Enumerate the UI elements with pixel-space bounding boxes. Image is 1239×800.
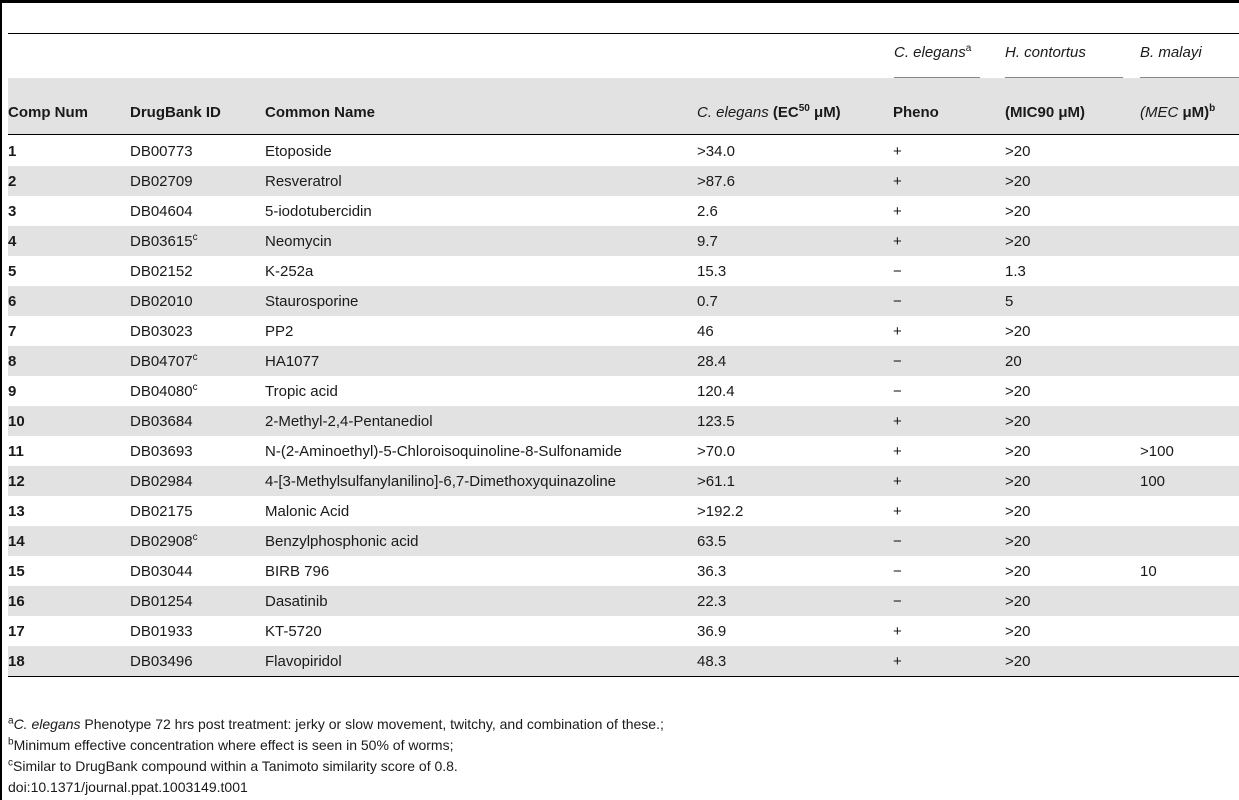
- cell-common-name-text: KT-5720: [265, 622, 322, 640]
- table-row: [8, 526, 1239, 556]
- cell-pheno-text: −: [893, 592, 902, 610]
- cell-mic90: [1005, 256, 1140, 286]
- cell-pheno: [893, 436, 1005, 466]
- cell-drugbank-id: [130, 136, 265, 166]
- footnote-c-mark: c: [8, 757, 13, 769]
- cell-mic90: [1005, 646, 1140, 677]
- table-row: [8, 256, 1239, 286]
- doi: doi:10.1371/journal.ppat.1003149.t001: [8, 779, 248, 795]
- cell-pheno-text: −: [893, 352, 902, 370]
- cell-mic90: [1005, 346, 1140, 376]
- cell-common-name-text: HA1077: [265, 352, 320, 370]
- cell-pheno: [893, 556, 1005, 586]
- left-border: [0, 0, 2, 800]
- cell-common-name-text: Dasatinib: [265, 592, 328, 610]
- cell-pheno: [893, 586, 1005, 616]
- table-row: [8, 286, 1239, 316]
- cell-pheno-text: +: [893, 142, 902, 160]
- cell-mec: [1140, 256, 1239, 286]
- col-mec-unit: μM): [1178, 104, 1210, 121]
- cell-comp-num-text: 11: [8, 442, 24, 460]
- cell-comp-num: [8, 466, 130, 496]
- cell-ec50-text: >34.0: [697, 142, 735, 160]
- cell-pheno: [893, 136, 1005, 166]
- footnote-a-text: Phenotype 72 hrs post treatment: jerky or slow movement, twitchy, and combination of these.;: [80, 716, 664, 732]
- cell-drugbank-id-text: DB03693: [130, 442, 193, 460]
- cell-ec50-text: >61.1: [697, 472, 735, 490]
- cell-ec50-text: >87.6: [697, 172, 735, 190]
- cell-mic90: [1005, 166, 1140, 196]
- cell-comp-num: [8, 316, 130, 346]
- cell-comp-num: [8, 496, 130, 526]
- cell-drugbank-id-sup: c: [192, 231, 198, 243]
- cell-common-name-text: Benzylphosphonic acid: [265, 532, 419, 550]
- cell-common-name: [265, 646, 697, 677]
- cell-ec50-text: 28.4: [697, 352, 727, 370]
- cell-ec50: [697, 346, 893, 376]
- cell-drugbank-id: [130, 616, 265, 646]
- cell-ec50: [697, 646, 893, 677]
- cell-drugbank-id: [130, 646, 265, 677]
- cell-mec: [1140, 496, 1239, 526]
- cell-drugbank-id: [130, 316, 265, 346]
- table-row: [8, 226, 1239, 256]
- table-row: [8, 616, 1239, 646]
- cell-mec: [1140, 526, 1239, 556]
- cell-mic90: [1005, 196, 1140, 226]
- table-row: [8, 376, 1239, 406]
- col-mec-label: (MEC: [1140, 104, 1179, 121]
- cell-common-name-text: 2-Methyl-2,4-Pentanediol: [265, 412, 433, 430]
- cell-ec50-text: 36.3: [697, 562, 727, 580]
- cell-mec: [1140, 376, 1239, 406]
- cell-comp-num: [8, 226, 130, 256]
- cell-mec: [1140, 646, 1239, 677]
- footnote-c: [8, 756, 664, 777]
- cell-pheno: [893, 346, 1005, 376]
- cell-drugbank-id-text: DB04080: [130, 382, 193, 400]
- cell-comp-num-text: 2: [8, 172, 17, 190]
- cell-ec50: [697, 286, 893, 316]
- cell-mic90-text: >20: [1005, 382, 1031, 400]
- cell-ec50-text: 120.4: [697, 382, 735, 400]
- footnote-b-mark: b: [8, 736, 14, 748]
- group-header-c-elegans: [894, 44, 980, 78]
- cell-mic90: [1005, 316, 1140, 346]
- cell-ec50: [697, 316, 893, 346]
- cell-common-name: [265, 436, 697, 466]
- cell-comp-num: [8, 286, 130, 316]
- cell-drugbank-id-text: DB00773: [130, 142, 193, 160]
- cell-pheno: [893, 406, 1005, 436]
- cell-comp-num: [8, 616, 130, 646]
- cell-common-name: [265, 496, 697, 526]
- cell-common-name: [265, 316, 697, 346]
- cell-pheno-text: +: [893, 172, 902, 190]
- cell-comp-num: [8, 346, 130, 376]
- table-row: [8, 556, 1239, 586]
- cell-comp-num-text: 10: [8, 412, 25, 430]
- cell-common-name: [265, 196, 697, 226]
- col-common-name: Common Name: [265, 104, 376, 121]
- cell-drugbank-id: [130, 436, 265, 466]
- cell-ec50-text: 15.3: [697, 262, 727, 280]
- col-ec50-species: C. elegans: [697, 104, 769, 121]
- cell-drugbank-id-text: DB02709: [130, 172, 193, 190]
- table-row: [8, 166, 1239, 196]
- cell-mic90: [1005, 136, 1140, 166]
- cell-ec50: [697, 556, 893, 586]
- cell-pheno: [893, 646, 1005, 677]
- cell-mec: [1140, 586, 1239, 616]
- cell-common-name-text: N-(2-Aminoethyl)-5-Chloroisoquinoline-8-Sulfonamide: [265, 442, 622, 460]
- cell-comp-num: [8, 256, 130, 286]
- cell-comp-num-text: 8: [8, 352, 17, 370]
- cell-comp-num-text: 6: [8, 292, 17, 310]
- cell-common-name-text: Flavopiridol: [265, 652, 342, 670]
- cell-pheno-text: +: [893, 442, 902, 460]
- cell-comp-num: [8, 376, 130, 406]
- cell-mec: [1140, 136, 1239, 166]
- cell-comp-num-text: 15: [8, 562, 25, 580]
- cell-mic90-text: >20: [1005, 412, 1031, 430]
- cell-ec50-text: 46: [697, 322, 714, 340]
- col-pheno: Pheno: [893, 104, 939, 121]
- cell-mic90: [1005, 526, 1140, 556]
- cell-pheno: [893, 376, 1005, 406]
- group-header-h-contortus: [1005, 44, 1123, 78]
- cell-comp-num: [8, 646, 130, 677]
- group-header-c-elegans-text: C. elegans: [894, 44, 966, 61]
- col-mic90: (MIC90 μM): [1005, 104, 1086, 121]
- cell-drugbank-id: [130, 586, 265, 616]
- cell-mec: [1140, 436, 1239, 466]
- cell-comp-num: [8, 556, 130, 586]
- col-drugbank-id: DrugBank ID: [130, 104, 221, 121]
- cell-common-name: [265, 346, 697, 376]
- cell-drugbank-id-text: DB03044: [130, 562, 193, 580]
- cell-mic90-text: >20: [1005, 472, 1031, 490]
- group-header-h-contortus-text: H. contortus: [1005, 44, 1086, 61]
- cell-mec-text: >100: [1140, 442, 1174, 460]
- cell-mic90: [1005, 466, 1140, 496]
- cell-mec: [1140, 346, 1239, 376]
- cell-mic90: [1005, 406, 1140, 436]
- cell-mec: [1140, 466, 1239, 496]
- cell-common-name: [265, 226, 697, 256]
- cell-mic90-text: >20: [1005, 592, 1031, 610]
- cell-mec: [1140, 166, 1239, 196]
- cell-drugbank-id: [130, 556, 265, 586]
- cell-ec50-text: 0.7: [697, 292, 718, 310]
- cell-common-name-text: PP2: [265, 322, 294, 340]
- col-mec: [1140, 104, 1215, 121]
- cell-comp-num-text: 13: [8, 502, 25, 520]
- cell-ec50-text: 48.3: [697, 652, 727, 670]
- cell-mic90: [1005, 436, 1140, 466]
- cell-drugbank-id-text: DB03615: [130, 232, 193, 250]
- cell-ec50: [697, 376, 893, 406]
- cell-mic90-text: >20: [1005, 442, 1031, 460]
- table-row: [8, 196, 1239, 226]
- cell-ec50: [697, 496, 893, 526]
- cell-drugbank-id: [130, 226, 265, 256]
- cell-drugbank-id: [130, 466, 265, 496]
- col-comp-num: Comp Num: [8, 104, 88, 121]
- cell-common-name-text: 4-[3-Methylsulfanylanilino]-6,7-Dimethoxyquinazoline: [265, 472, 617, 490]
- cell-drugbank-id-text: DB03496: [130, 652, 193, 670]
- cell-mec: [1140, 406, 1239, 436]
- cell-mic90-text: >20: [1005, 172, 1031, 190]
- cell-drugbank-id-text: DB02152: [130, 262, 193, 280]
- cell-common-name: [265, 286, 697, 316]
- cell-mic90-text: 1.3: [1005, 262, 1026, 280]
- table-row: [8, 136, 1239, 166]
- cell-ec50: [697, 196, 893, 226]
- cell-drugbank-id-text: DB03023: [130, 322, 193, 340]
- cell-ec50: [697, 226, 893, 256]
- cell-drugbank-id-text: DB01933: [130, 622, 193, 640]
- cell-mec: [1140, 316, 1239, 346]
- cell-comp-num-text: 12: [8, 472, 25, 490]
- cell-common-name-text: Etoposide: [265, 142, 332, 160]
- cell-mec: [1140, 226, 1239, 256]
- cell-drugbank-id: [130, 406, 265, 436]
- cell-mic90-text: >20: [1005, 532, 1031, 550]
- cell-drugbank-id-sup: c: [192, 351, 198, 363]
- footnote-b-text: Minimum effective concentration where effect is seen in 50% of worms;: [13, 737, 454, 753]
- cell-drugbank-id-sup: c: [192, 381, 198, 393]
- footnote-a-mark: a: [8, 715, 14, 727]
- cell-pheno: [893, 466, 1005, 496]
- cell-common-name: [265, 406, 697, 436]
- cell-comp-num: [8, 136, 130, 166]
- cell-pheno-text: −: [893, 562, 902, 580]
- cell-pheno-text: −: [893, 532, 902, 550]
- cell-common-name: [265, 556, 697, 586]
- cell-common-name-text: Neomycin: [265, 232, 332, 250]
- table-row: [8, 316, 1239, 346]
- cell-drugbank-id-sup: c: [192, 531, 198, 543]
- cell-common-name-text: 5-iodotubercidin: [265, 202, 372, 220]
- cell-pheno: [893, 496, 1005, 526]
- cell-comp-num-text: 7: [8, 322, 17, 340]
- cell-mic90-text: >20: [1005, 232, 1031, 250]
- cell-ec50-text: 123.5: [697, 412, 735, 430]
- cell-mic90-text: 20: [1005, 352, 1022, 370]
- cell-common-name: [265, 466, 697, 496]
- cell-common-name-text: K-252a: [265, 262, 314, 280]
- footnote-c-text: Similar to DrugBank compound within a Tanimoto similarity score of 0.8.: [13, 758, 458, 774]
- cell-drugbank-id: [130, 196, 265, 226]
- footnote-a-species: C. elegans: [13, 716, 81, 732]
- cell-drugbank-id-text: DB04707: [130, 352, 193, 370]
- cell-mec-text: 100: [1140, 472, 1166, 490]
- cell-common-name: [265, 166, 697, 196]
- cell-ec50-text: >70.0: [697, 442, 735, 460]
- cell-drugbank-id: [130, 166, 265, 196]
- table-row: [8, 496, 1239, 526]
- cell-common-name-text: Resveratrol: [265, 172, 342, 190]
- cell-mec: [1140, 196, 1239, 226]
- cell-comp-num-text: 5: [8, 262, 17, 280]
- cell-comp-num-text: 16: [8, 592, 25, 610]
- cell-pheno-text: +: [893, 412, 902, 430]
- cell-ec50-text: 36.9: [697, 622, 727, 640]
- cell-drugbank-id-text: DB01254: [130, 592, 193, 610]
- cell-ec50-text: 2.6: [697, 202, 718, 220]
- cell-comp-num: [8, 436, 130, 466]
- table-row: [8, 586, 1239, 616]
- cell-mec: [1140, 616, 1239, 646]
- col-ec50-sup: 50: [798, 103, 810, 114]
- cell-pheno: [893, 196, 1005, 226]
- cell-drugbank-id: [130, 346, 265, 376]
- cell-pheno-text: +: [893, 472, 902, 490]
- cell-pheno-text: +: [893, 322, 902, 340]
- cell-comp-num-text: 17: [8, 622, 25, 640]
- cell-ec50: [697, 586, 893, 616]
- cell-ec50-text: 63.5: [697, 532, 727, 550]
- cell-drugbank-id-text: DB02010: [130, 292, 193, 310]
- cell-ec50: [697, 616, 893, 646]
- cell-ec50: [697, 406, 893, 436]
- data-table: [8, 136, 1239, 677]
- cell-drugbank-id-text: DB02908: [130, 532, 193, 550]
- cell-comp-num-text: 4: [8, 232, 17, 250]
- cell-ec50: [697, 526, 893, 556]
- cell-common-name: [265, 136, 697, 166]
- footnote-a: [8, 714, 664, 735]
- cell-mec-text: 10: [1140, 562, 1157, 580]
- cell-ec50: [697, 166, 893, 196]
- cell-common-name: [265, 256, 697, 286]
- cell-pheno-text: +: [893, 202, 902, 220]
- table-row: [8, 466, 1239, 496]
- cell-mic90: [1005, 586, 1140, 616]
- group-header-b-malayi: [1140, 44, 1239, 78]
- cell-common-name-text: BIRB 796: [265, 562, 330, 580]
- group-header-c-elegans-sup: a: [965, 43, 972, 54]
- cell-ec50-text: 22.3: [697, 592, 727, 610]
- cell-drugbank-id: [130, 526, 265, 556]
- col-ec50-unit: μM): [809, 104, 841, 121]
- cell-ec50: [697, 436, 893, 466]
- cell-comp-num-text: 3: [8, 202, 17, 220]
- cell-pheno: [893, 616, 1005, 646]
- cell-comp-num-text: 9: [8, 382, 17, 400]
- cell-mic90-text: >20: [1005, 502, 1031, 520]
- table-row: [8, 646, 1239, 677]
- table-row: [8, 346, 1239, 376]
- cell-comp-num-text: 18: [8, 652, 25, 670]
- cell-drugbank-id-text: DB03684: [130, 412, 193, 430]
- cell-pheno-text: −: [893, 292, 902, 310]
- cell-mic90-text: 5: [1005, 292, 1014, 310]
- cell-mic90-text: >20: [1005, 562, 1031, 580]
- cell-drugbank-id-text: DB02175: [130, 502, 193, 520]
- footnote-b: [8, 735, 664, 756]
- cell-pheno: [893, 286, 1005, 316]
- table-body: [8, 136, 1239, 677]
- cell-common-name-text: Tropic acid: [265, 382, 338, 400]
- cell-mic90-text: >20: [1005, 142, 1031, 160]
- cell-drugbank-id: [130, 256, 265, 286]
- cell-mic90-text: >20: [1005, 652, 1031, 670]
- col-ec50: [697, 104, 841, 121]
- cell-mic90-text: >20: [1005, 622, 1031, 640]
- cell-ec50: [697, 136, 893, 166]
- top-border: [0, 0, 1239, 3]
- cell-pheno-text: −: [893, 382, 902, 400]
- cell-pheno: [893, 316, 1005, 346]
- cell-mec: [1140, 556, 1239, 586]
- cell-drugbank-id: [130, 376, 265, 406]
- cell-comp-num-text: 1: [8, 142, 17, 160]
- cell-mic90: [1005, 286, 1140, 316]
- cell-drugbank-id-text: DB02984: [130, 472, 193, 490]
- cell-common-name-text: Malonic Acid: [265, 502, 350, 520]
- table-row: [8, 436, 1239, 466]
- cell-mic90: [1005, 616, 1140, 646]
- cell-mic90: [1005, 556, 1140, 586]
- cell-common-name: [265, 616, 697, 646]
- cell-drugbank-id: [130, 286, 265, 316]
- cell-pheno-text: +: [893, 232, 902, 250]
- cell-common-name-text: Staurosporine: [265, 292, 359, 310]
- cell-mec: [1140, 286, 1239, 316]
- cell-mic90-text: >20: [1005, 322, 1031, 340]
- cell-comp-num: [8, 406, 130, 436]
- cell-pheno: [893, 226, 1005, 256]
- cell-mic90: [1005, 496, 1140, 526]
- cell-common-name: [265, 586, 697, 616]
- cell-pheno-text: +: [893, 652, 902, 670]
- cell-drugbank-id: [130, 496, 265, 526]
- cell-ec50-text: >192.2: [697, 502, 744, 520]
- cell-comp-num: [8, 586, 130, 616]
- cell-ec50: [697, 256, 893, 286]
- cell-mic90: [1005, 376, 1140, 406]
- group-header-b-malayi-text: B. malayi: [1140, 44, 1202, 61]
- cell-common-name: [265, 526, 697, 556]
- cell-pheno: [893, 526, 1005, 556]
- cell-ec50-text: 9.7: [697, 232, 718, 250]
- cell-pheno: [893, 166, 1005, 196]
- cell-pheno-text: +: [893, 622, 902, 640]
- col-ec50-open: (EC: [768, 104, 799, 121]
- cell-mic90-text: >20: [1005, 202, 1031, 220]
- table-top-rule: [8, 33, 1239, 34]
- table-row: [8, 406, 1239, 436]
- cell-common-name: [265, 376, 697, 406]
- cell-comp-num: [8, 196, 130, 226]
- col-mec-sup: b: [1209, 103, 1216, 114]
- cell-pheno-text: −: [893, 262, 902, 280]
- cell-pheno-text: +: [893, 502, 902, 520]
- footnotes: [8, 714, 664, 798]
- cell-drugbank-id-text: DB04604: [130, 202, 193, 220]
- cell-mic90: [1005, 226, 1140, 256]
- cell-ec50: [697, 466, 893, 496]
- cell-comp-num-text: 14: [8, 532, 25, 550]
- cell-pheno: [893, 256, 1005, 286]
- column-header-row: [8, 78, 1239, 135]
- cell-comp-num: [8, 526, 130, 556]
- cell-comp-num: [8, 166, 130, 196]
